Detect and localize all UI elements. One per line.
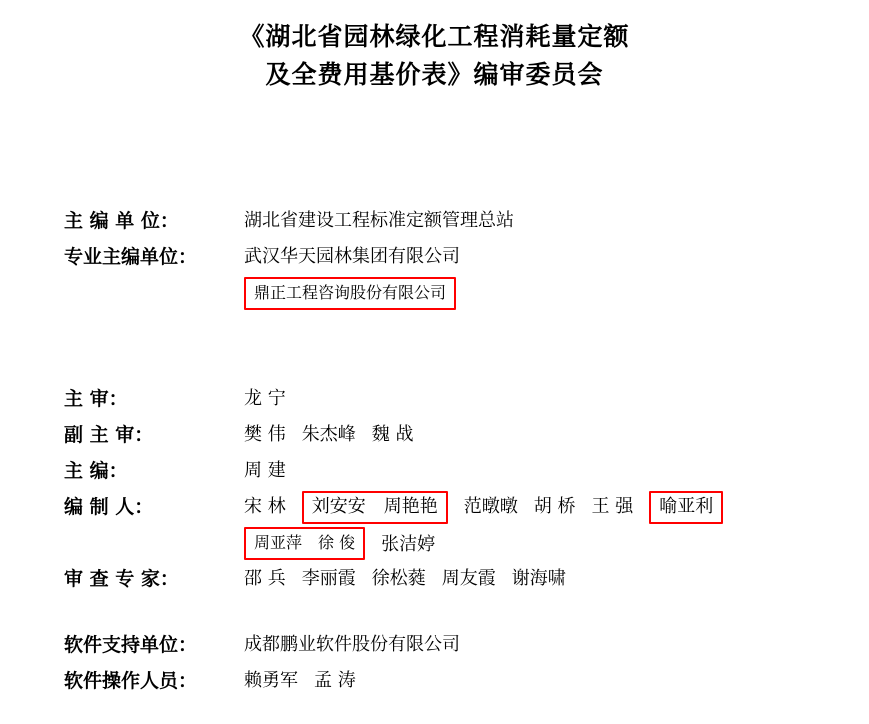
spacer xyxy=(64,150,839,204)
compiler-name-1: 宋 林 xyxy=(244,496,286,517)
software-operator-name-2: 孟 涛 xyxy=(314,670,356,691)
label-compilers: 编 制 人： xyxy=(64,496,154,518)
row-professional-chief-editor-unit-2 xyxy=(64,276,839,310)
label-deputy-chief-reviewer: 副 主 审： xyxy=(64,424,154,446)
software-operator-name-1: 赖勇军 xyxy=(244,670,298,691)
review-expert-name-5: 谢海啸 xyxy=(511,568,566,589)
compiler-names-7-highlighted: 周亚萍 徐 俊 xyxy=(244,527,365,560)
label-chief-editor: 主 编： xyxy=(64,460,128,482)
document-title xyxy=(0,0,869,94)
spacer xyxy=(64,598,839,628)
value-review-experts xyxy=(234,562,566,596)
document-body xyxy=(0,150,869,698)
review-expert-name-3: 徐松蕤 xyxy=(371,568,426,589)
review-expert-name-2: 李丽霞 xyxy=(301,568,356,589)
spacer xyxy=(64,366,839,382)
chief-editor-name: 周 建 xyxy=(244,460,286,481)
deputy-reviewer-name-1: 樊 伟 xyxy=(244,424,286,445)
row-compilers xyxy=(64,490,839,524)
chief-reviewer-name: 龙 宁 xyxy=(244,388,286,409)
title-line-1: 《湖北省园林绿化工程消耗量定额 xyxy=(239,22,630,51)
value-compilers-line1 xyxy=(234,490,723,524)
review-expert-name-4: 周友霞 xyxy=(441,568,496,589)
label-chief-reviewer: 主 审： xyxy=(64,388,128,410)
row-chief-editor xyxy=(64,454,839,488)
compiler-names-2-highlighted: 刘安安 周艳艳 xyxy=(302,491,448,524)
value-chief-editor xyxy=(234,454,286,488)
row-software-operators xyxy=(64,664,839,698)
deputy-reviewer-name-3: 魏 战 xyxy=(371,424,414,445)
label-software-support-unit: 软件支持单位： xyxy=(64,634,198,656)
row-chief-reviewer xyxy=(64,382,839,416)
compiler-name-6-highlighted: 喻亚利 xyxy=(649,491,723,524)
value-chief-editor-unit xyxy=(234,204,514,238)
row-chief-editor-unit xyxy=(64,204,839,238)
value-software-operators xyxy=(234,664,356,698)
row-deputy-chief-reviewer xyxy=(64,418,839,452)
row-review-experts xyxy=(64,562,839,596)
software-support-unit-name: 成都鹏业软件股份有限公司 xyxy=(244,634,460,655)
label-software-operators: 软件操作人员： xyxy=(64,670,198,692)
value-professional-chief-editor-unit xyxy=(234,240,460,274)
professional-unit-name-1: 武汉华天园林集团有限公司 xyxy=(244,246,460,267)
compiler-name-8: 张洁婷 xyxy=(381,534,436,555)
row-software-support-unit xyxy=(64,628,839,662)
compiler-name-5: 王 强 xyxy=(591,496,634,517)
row-professional-chief-editor-unit xyxy=(64,240,839,274)
deputy-reviewer-name-2: 朱杰峰 xyxy=(301,424,356,445)
title-line-2: 及全费用基价表》编审委员会 xyxy=(265,60,604,89)
compiler-name-3: 范暾暾 xyxy=(463,496,518,517)
professional-unit-name-2-highlighted: 鼎正工程咨询股份有限公司 xyxy=(244,277,456,310)
compiler-name-4: 胡 桥 xyxy=(533,496,576,517)
label-review-experts: 审 查 专 家： xyxy=(64,568,179,590)
label-professional-chief-editor-unit: 专业主编单位： xyxy=(64,246,198,268)
spacer xyxy=(64,312,839,366)
value-software-support-unit xyxy=(234,628,460,662)
chief-editor-unit-name: 湖北省建设工程标准定额管理总站 xyxy=(244,210,514,231)
value-deputy-chief-reviewer xyxy=(234,418,413,452)
value-chief-reviewer xyxy=(234,382,286,416)
label-chief-editor-unit: 主 编 单 位： xyxy=(64,210,179,232)
row-compilers-line2 xyxy=(64,526,839,560)
review-expert-name-1: 邵 兵 xyxy=(244,568,286,589)
